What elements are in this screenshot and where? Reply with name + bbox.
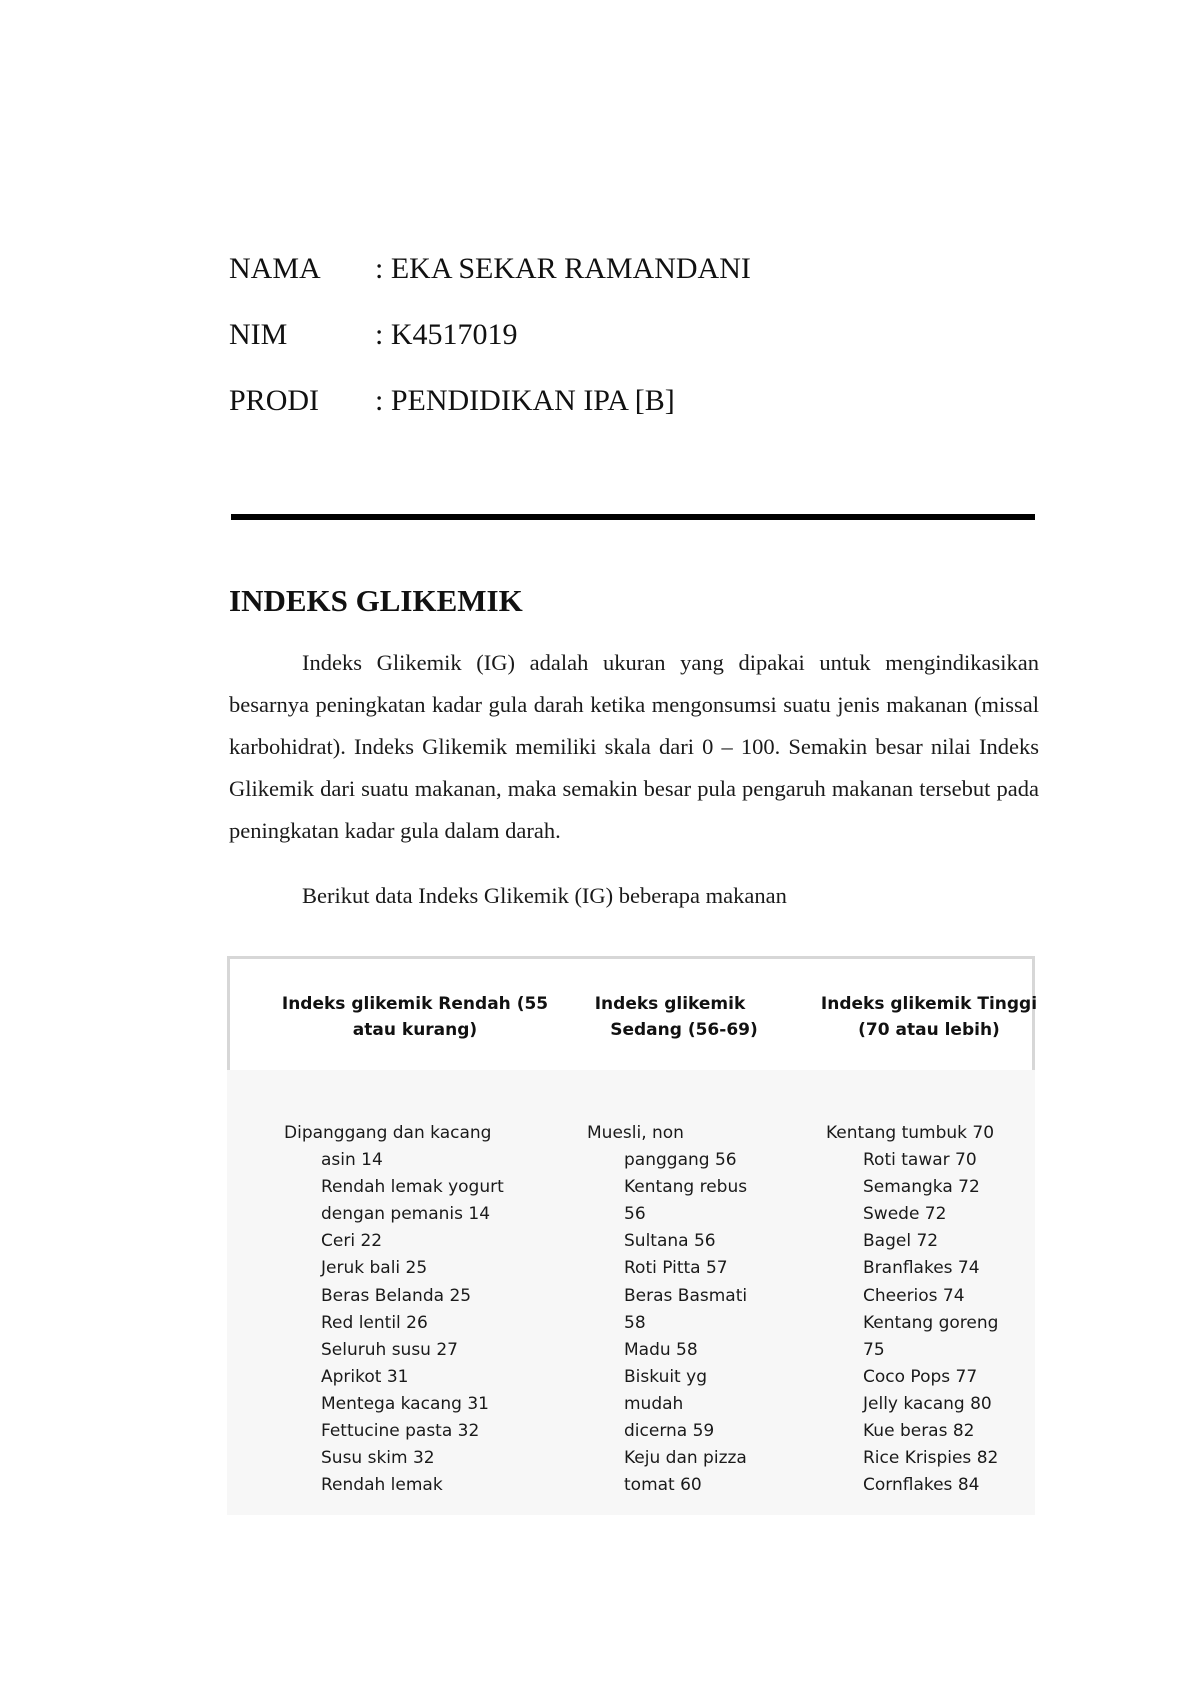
food-item: Rendah lemak [321, 1475, 443, 1496]
header-line: Indeks glikemik Tinggi [820, 994, 1038, 1014]
identity-block [229, 252, 751, 450]
food-item: dicerna 59 [624, 1421, 715, 1442]
food-item: Fettucine pasta 32 [321, 1421, 480, 1442]
food-item: tomat 60 [624, 1475, 702, 1496]
column-high [826, 1120, 998, 1499]
paragraph-text [229, 642, 1039, 852]
identity-value: : K4517019 [375, 318, 518, 351]
food-item: 56 [624, 1204, 646, 1225]
food-item: Kentang goreng [863, 1312, 999, 1333]
header-medium [575, 991, 765, 1043]
food-item: Roti tawar 70 [863, 1150, 977, 1171]
identity-label: PRODI [229, 384, 320, 417]
food-item: Cheerios 74 [863, 1285, 965, 1306]
table-intro: Berikut data Indeks Glikemik (IG) beberapa makanan [302, 883, 787, 908]
paragraph-line: makanan tersebut pada peningkatan kadar gula dalam darah. [229, 776, 1039, 843]
food-item: Jelly kacang 80 [863, 1393, 992, 1414]
food-item: Madu 58 [624, 1339, 698, 1360]
identity-row-nim [229, 318, 751, 384]
food-item: 75 [863, 1339, 885, 1360]
food-item: Semangka 72 [863, 1177, 980, 1198]
food-item: Bagel 72 [863, 1231, 939, 1252]
header-line: Indeks glikemik Rendah (55 [281, 994, 549, 1014]
food-item: Dipanggang dan kacang [284, 1123, 492, 1143]
food-item: Mentega kacang 31 [321, 1393, 489, 1414]
food-item: Beras Belanda 25 [321, 1285, 472, 1306]
food-item: Jeruk bali 25 [321, 1258, 428, 1279]
table-header [227, 956, 1038, 1070]
paragraph-line: besarnya peningkatan kadar gula darah ketika mengonsumsi suatu jenis makanan [229, 692, 968, 717]
food-item: Aprikot 31 [321, 1366, 409, 1387]
food-item: Kentang rebus [624, 1177, 748, 1198]
food-item: Roti Pitta 57 [624, 1258, 728, 1279]
food-item: Biskuit yg [624, 1366, 707, 1387]
food-item: Red lentil 26 [321, 1312, 428, 1333]
identity-row-nama [229, 252, 751, 318]
header-line: atau kurang) [352, 1020, 478, 1040]
food-item: asin 14 [321, 1150, 383, 1171]
food-item: mudah [624, 1393, 684, 1414]
header-low [265, 991, 565, 1043]
food-item: Beras Basmati [624, 1285, 748, 1306]
identity-value: : EKA SEKAR RAMANDANI [375, 252, 751, 285]
identity-label: NAMA [229, 252, 321, 285]
food-item: Sultana 56 [624, 1231, 716, 1252]
food-item: Rice Krispies 82 [863, 1448, 999, 1469]
identity-value: : PENDIDIKAN IPA [B] [375, 384, 675, 417]
food-item: dengan pemanis 14 [321, 1204, 491, 1225]
food-item: Coco Pops 77 [863, 1366, 978, 1387]
food-item: Swede 72 [863, 1204, 947, 1225]
header-line: Sedang (56-69) [610, 1020, 758, 1040]
column-low [284, 1120, 504, 1499]
header-line: (70 atau lebih) [858, 1020, 1000, 1040]
section-title: INDEKS GLIKEMIK [229, 583, 523, 618]
identity-label: NIM [229, 318, 288, 351]
food-item: 58 [624, 1312, 646, 1333]
horizontal-rule [231, 514, 1035, 520]
intro-paragraph [229, 642, 1039, 852]
food-item: Rendah lemak yogurt [321, 1177, 504, 1198]
food-item: panggang 56 [624, 1150, 737, 1171]
food-item: Kue beras 82 [863, 1421, 975, 1442]
food-item: Muesli, non [587, 1123, 684, 1143]
paragraph-line: nilai Indeks Glikemik dari suatu makanan, maka semakin besar pula pengaruh [229, 734, 1039, 801]
food-item: Seluruh susu 27 [321, 1339, 458, 1360]
identity-row-prodi [229, 384, 751, 450]
food-item: Branflakes 74 [863, 1258, 980, 1279]
header-high [820, 991, 1038, 1043]
food-item: Ceri 22 [321, 1231, 383, 1252]
food-item: Cornflakes 84 [863, 1475, 980, 1496]
food-item: Susu skim 32 [321, 1448, 435, 1469]
paragraph-line: (missal karbohidrat). Indeks Glikemik memiliki skala dari 0 – 100. Semakin besar [229, 692, 1039, 759]
paragraph-line: Indeks Glikemik (IG) adalah ukuran yang dipakai untuk mengindikasikan [302, 650, 1039, 675]
header-line: Indeks glikemik [594, 994, 746, 1014]
food-item: Keju dan pizza [624, 1448, 747, 1469]
column-medium [587, 1120, 747, 1499]
food-item: Kentang tumbuk 70 [826, 1123, 995, 1143]
